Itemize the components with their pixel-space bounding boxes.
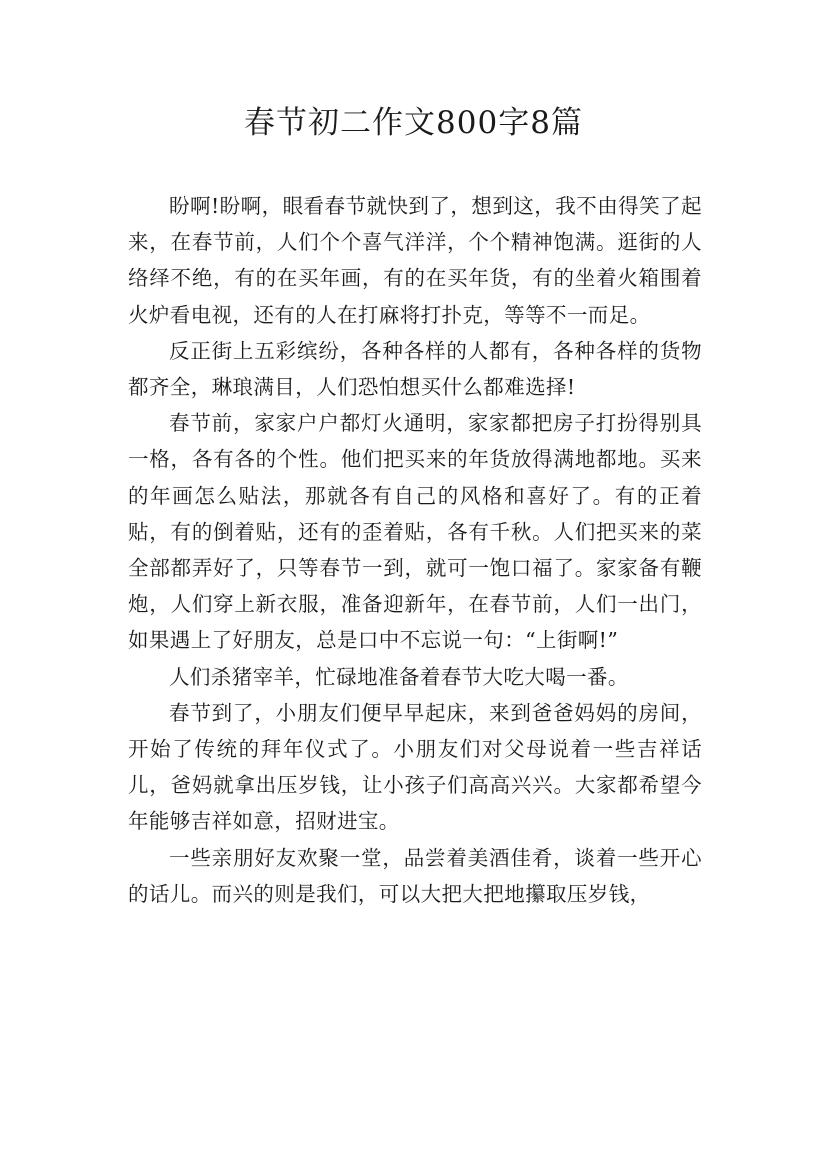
document-body <box>128 188 702 912</box>
paragraph: 春节到了，小朋友们便早早起床，来到爸爸妈妈的房间，开始了传统的拜年仪式了。小朋友们对父母说着一些吉祥话儿，爸妈就拿出压岁钱，让小孩子们高高兴兴。大家都希望今年能够吉祥如意，招财进宝。 <box>128 700 702 834</box>
paragraph: 反正街上五彩缤纷，各种各样的人都有，各种各样的货物都齐全，琳琅满目，人们恐怕想买什么都难选择! <box>128 338 702 400</box>
document-title: 春节初二作文800字8篇 <box>244 105 583 141</box>
paragraph: 一些亲朋好友欢聚一堂，品尝着美酒佳肴，谈着一些开心的话儿。而兴的则是我们，可以大把大把地攥取压岁钱， <box>128 845 702 906</box>
paragraph: 春节前，家家户户都灯火通明，家家都把房子打扮得别具一格，各有各的个性。他们把买来的年货放得满地都地。买来的年画怎么贴法，那就各有自己的风格和喜好了。有的正着贴，有的倒着贴，还有的歪着贴，各有千秋。人们把买来的菜全部都弄好了，只等春节一到，就可一饱口福了。家家备有鞭炮，人们穿上新衣服，准备迎新年，在春节前，人们一出门，如果遇上了好朋友，总是口中不忘说一句：“上街啊!” <box>128 411 702 653</box>
paragraph: 人们杀猪宰羊，忙碌地准备着春节大吃大喝一番。 <box>169 664 629 689</box>
paragraph: 盼啊!盼啊，眼看春节就快到了，想到这，我不由得笑了起来，在春节前，人们个个喜气洋洋，个个精神饱满。逛街的人络绎不绝，有的在买年画，有的在买年货，有的坐着火箱围着火炉看电视，还有的人在打麻将打扑克，等等不一而足。 <box>128 194 702 327</box>
